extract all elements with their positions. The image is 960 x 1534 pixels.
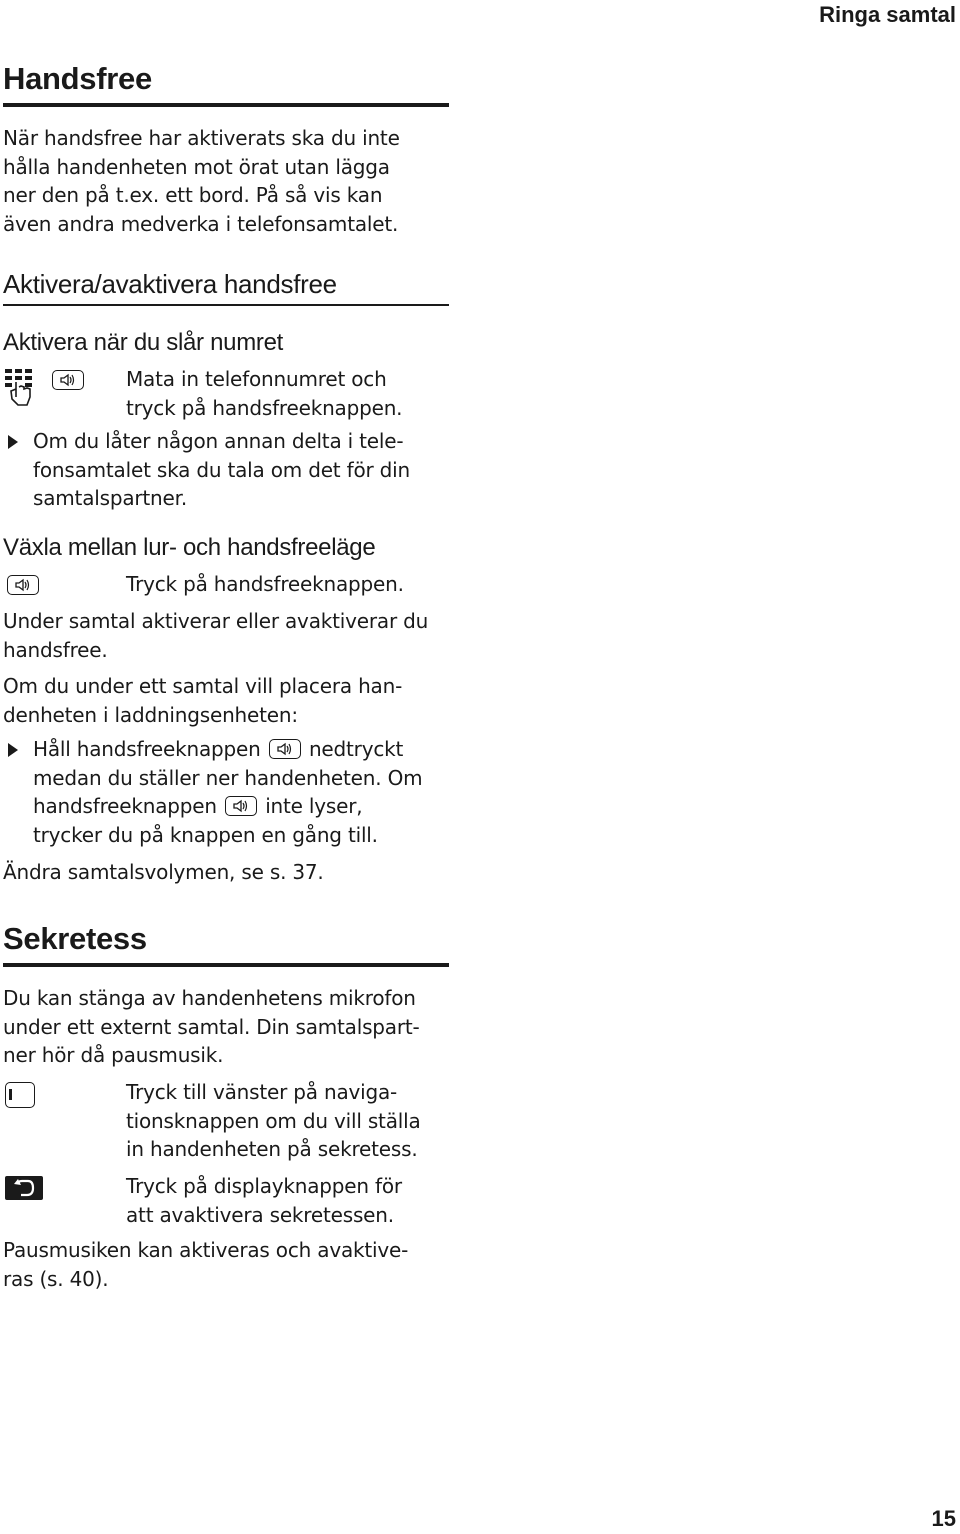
dial-bullet-text [33, 427, 449, 513]
text-line: När handsfree har aktiverats ska du inte [3, 126, 400, 150]
text-line: trycker du på knappen en gång till. [33, 822, 378, 847]
handsfree-key-icon [52, 370, 84, 390]
text-fragment: nedtryckt [308, 737, 404, 761]
dial-bullet [3, 427, 449, 515]
during-call-text [3, 607, 449, 664]
switch-step-text: Tryck på handsfreeknappen. [126, 572, 404, 596]
handsfree-key-icon [269, 739, 301, 759]
subsection-rule [3, 304, 449, 306]
music-note [3, 1236, 449, 1293]
keypad-icon [3, 367, 39, 407]
display-key-back-icon [5, 1176, 43, 1200]
text-line: hålla handenheten mot örat utan lägga [3, 154, 390, 179]
charger-intro [3, 672, 449, 729]
text-line: ner hör då pausmusik. [3, 1043, 224, 1067]
nav-step [3, 1078, 449, 1166]
text-line [33, 792, 449, 821]
text-line: handsfree. [3, 637, 108, 662]
disp-step-text [126, 1172, 452, 1229]
text-fragment: Håll handsfreeknappen [33, 737, 261, 761]
switch-step [3, 570, 449, 600]
section-rule [3, 963, 449, 967]
charger-bullet-text [33, 735, 449, 849]
charger-bullet [3, 735, 449, 853]
bullet-arrow-icon [8, 743, 18, 757]
text-line: tionsknappen om du vill ställa [126, 1108, 421, 1133]
text-line: Mata in telefonnumret och [126, 367, 387, 391]
text-line: Om du under ett samtal vill placera han- [3, 674, 403, 698]
text-line: ner den på t.ex. ett bord. På så vis kan [3, 183, 383, 207]
handsfree-key-icon [225, 796, 257, 816]
text-line: denheten i laddningsenheten: [3, 702, 298, 727]
dial-step-text [126, 365, 452, 422]
text-line: även andra medverka i telefonsamtalet. [3, 211, 399, 236]
text-line: Under samtal aktiverar eller avaktiverar du [3, 609, 429, 633]
mute-intro [3, 984, 449, 1070]
section-rule [3, 103, 449, 107]
nav-step-text [126, 1078, 452, 1164]
text-fragment: handsfreeknappen [33, 794, 217, 818]
text-line: samtalspartner. [33, 486, 187, 510]
handsfree-key-icon [7, 575, 39, 595]
dial-step [3, 365, 449, 425]
text-line: Om du låter någon annan delta i tele- [33, 429, 404, 453]
text-line: tryck på handsfreeknappen. [126, 395, 403, 420]
switch-subtitle: Växla mellan lur- och handsfreeläge [3, 534, 376, 561]
text-fragment: inte lyser, [265, 794, 363, 818]
text-line [33, 735, 449, 764]
text-line: under ett externt samtal. Din samtalspart- [3, 1014, 420, 1039]
navigation-key-indicator [9, 1089, 12, 1100]
text-line: Tryck på displayknappen för [126, 1174, 402, 1198]
text-line: Pausmusiken kan aktiveras och avaktive- [3, 1238, 409, 1262]
bullet-arrow-icon [8, 435, 18, 449]
navigation-key-left-icon [5, 1082, 35, 1108]
chapter-header: Ringa samtal [819, 2, 956, 27]
section-title-handsfree: Handsfree [3, 61, 152, 96]
volume-reference: Ändra samtalsvolymen, se s. 37. [3, 860, 324, 884]
text-line: att avaktivera sekretessen. [126, 1202, 394, 1227]
text-line: ras (s. 40). [3, 1266, 109, 1291]
disp-step [3, 1172, 449, 1232]
dial-subtitle: Aktivera när du slår numret [3, 329, 284, 356]
text-line: Du kan stänga av handenhetens mikrofon [3, 986, 416, 1010]
section-title-mute: Sekretess [3, 921, 147, 956]
handsfree-intro [3, 124, 449, 238]
text-line: fonsamtalet ska du tala om det för din [33, 457, 410, 482]
text-line: Tryck till vänster på naviga- [126, 1080, 398, 1104]
page-number: 15 [931, 1506, 956, 1531]
subsection-title-toggle: Aktivera/avaktivera handsfree [3, 269, 337, 299]
text-line: in handenheten på sekretess. [126, 1137, 418, 1161]
text-line: medan du ställer ner handenheten. Om [33, 765, 423, 790]
